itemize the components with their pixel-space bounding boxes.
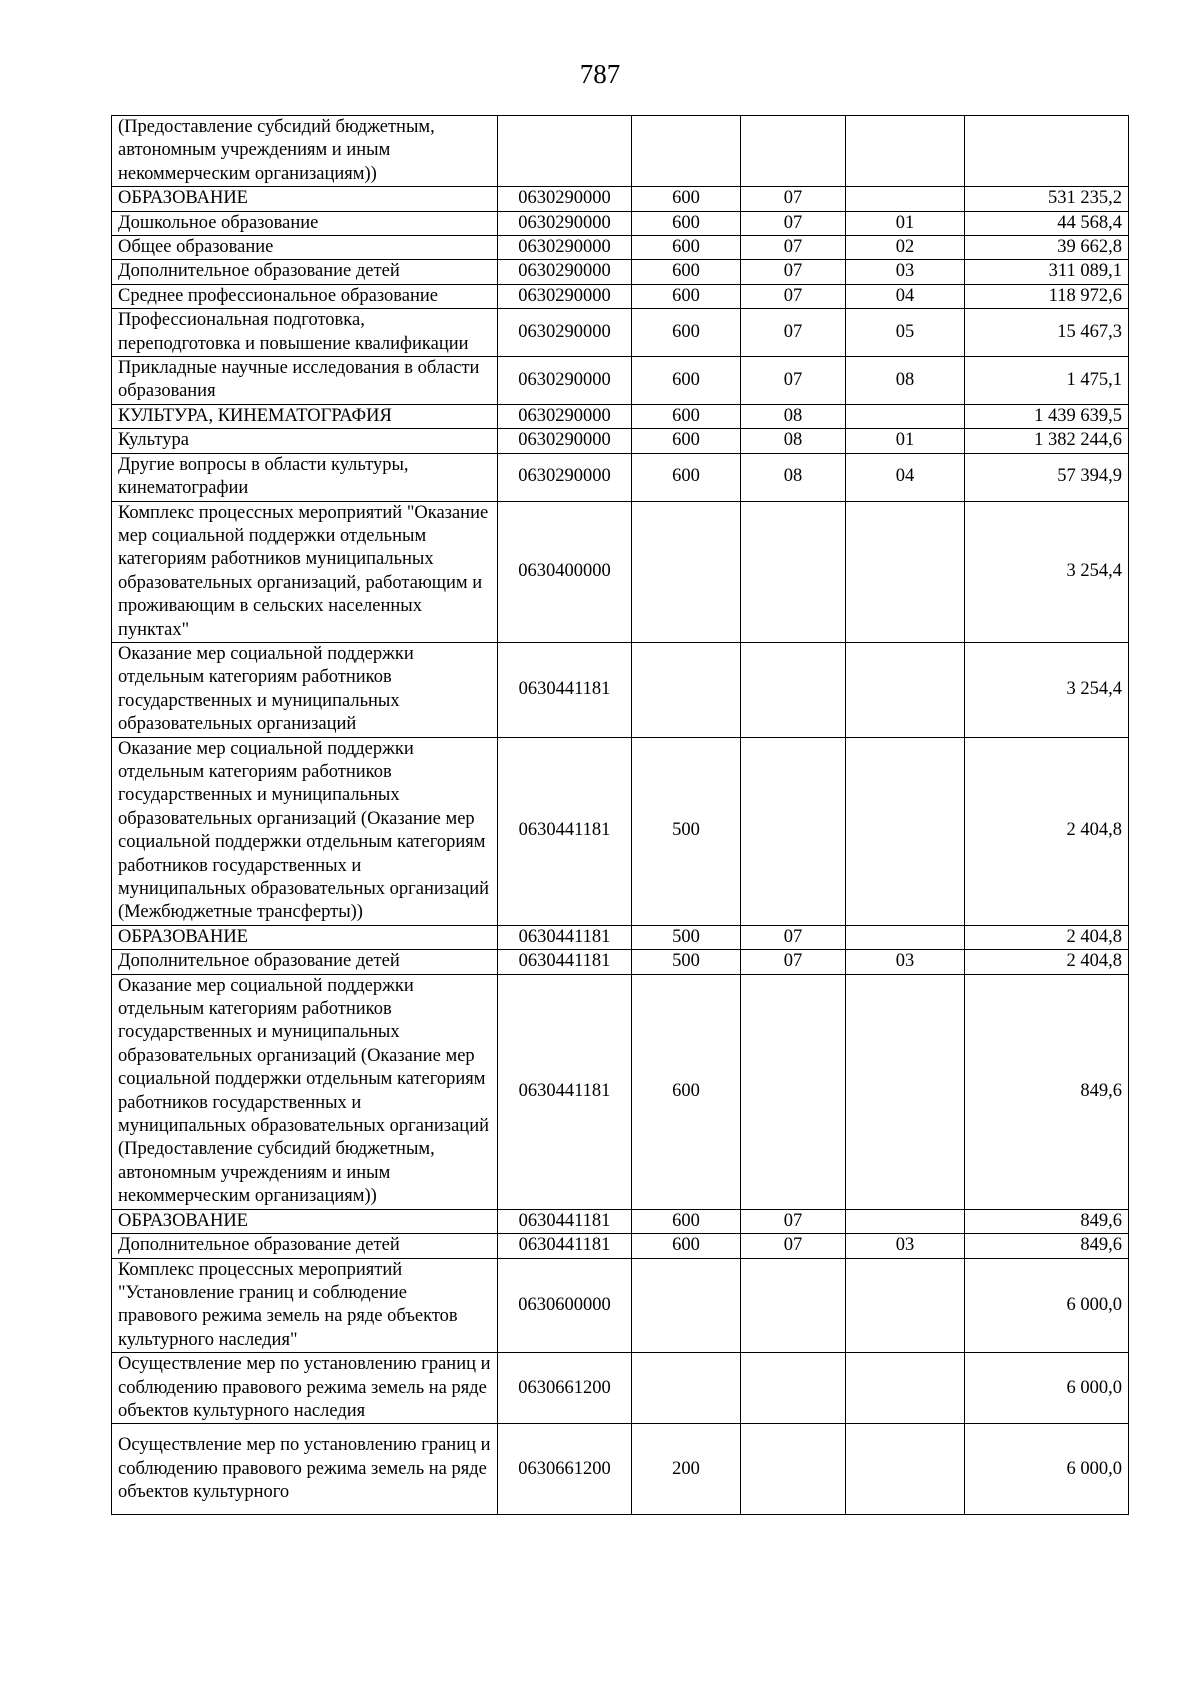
row-name: Осуществление мер по установлению границ и соблюдению правового режима земель на ряде объектов культурного наследия <box>112 1353 498 1424</box>
row-csr-code: 0630290000 <box>498 404 632 428</box>
table-row <box>112 357 1129 405</box>
row-name: Дошкольное образование <box>112 211 498 235</box>
table-row <box>112 1234 1129 1258</box>
row-amount: 2 404,8 <box>965 950 1129 974</box>
row-csr-code: 0630290000 <box>498 453 632 501</box>
row-subsection: 03 <box>846 260 965 284</box>
row-amount: 2 404,8 <box>965 925 1129 949</box>
table-row <box>112 236 1129 260</box>
row-csr-code: 0630441181 <box>498 950 632 974</box>
row-expense-type: 600 <box>632 187 741 211</box>
row-amount: 1 439 639,5 <box>965 404 1129 428</box>
row-expense-type: 600 <box>632 429 741 453</box>
row-subsection: 03 <box>846 950 965 974</box>
budget-table <box>111 115 1129 1515</box>
row-subsection: 05 <box>846 309 965 357</box>
row-amount: 6 000,0 <box>965 1353 1129 1424</box>
row-csr-code: 0630290000 <box>498 236 632 260</box>
row-csr-code: 0630441181 <box>498 925 632 949</box>
row-expense-type: 600 <box>632 1234 741 1258</box>
row-subsection: 04 <box>846 453 965 501</box>
row-subsection: 08 <box>846 357 965 405</box>
row-expense-type: 600 <box>632 211 741 235</box>
row-csr-code: 0630441181 <box>498 642 632 737</box>
row-name: (Предоставление субсидий бюджетным, автономным учреждениям и иным некоммерческим организациям)) <box>112 116 498 187</box>
row-expense-type: 200 <box>632 1424 741 1515</box>
row-csr-code: 0630661200 <box>498 1353 632 1424</box>
row-subsection: 01 <box>846 211 965 235</box>
row-amount: 849,6 <box>965 1209 1129 1233</box>
table-row <box>112 737 1129 925</box>
row-amount: 39 662,8 <box>965 236 1129 260</box>
row-csr-code: 0630290000 <box>498 211 632 235</box>
row-subsection <box>846 116 965 187</box>
row-expense-type: 600 <box>632 453 741 501</box>
row-section: 07 <box>741 357 846 405</box>
row-amount: 849,6 <box>965 1234 1129 1258</box>
table-row <box>112 429 1129 453</box>
row-amount: 57 394,9 <box>965 453 1129 501</box>
row-expense-type: 600 <box>632 236 741 260</box>
row-name: Оказание мер социальной поддержки отдельным категориям работников государственных и муниципальных образовательных организаций <box>112 642 498 737</box>
row-name: Среднее профессиональное образование <box>112 284 498 308</box>
row-section: 08 <box>741 453 846 501</box>
row-name: Прикладные научные исследования в области образования <box>112 357 498 405</box>
row-expense-type: 600 <box>632 1209 741 1233</box>
row-amount: 1 475,1 <box>965 357 1129 405</box>
row-amount: 6 000,0 <box>965 1258 1129 1353</box>
table-row <box>112 309 1129 357</box>
row-expense-type <box>632 642 741 737</box>
row-section: 07 <box>741 1209 846 1233</box>
table-row <box>112 453 1129 501</box>
row-csr-code: 0630441181 <box>498 1209 632 1233</box>
row-amount: 2 404,8 <box>965 737 1129 925</box>
row-csr-code <box>498 116 632 187</box>
row-subsection <box>846 925 965 949</box>
row-amount: 1 382 244,6 <box>965 429 1129 453</box>
row-csr-code: 0630290000 <box>498 187 632 211</box>
row-csr-code: 0630600000 <box>498 1258 632 1353</box>
row-section: 07 <box>741 309 846 357</box>
row-section: 07 <box>741 236 846 260</box>
row-subsection <box>846 737 965 925</box>
table-row <box>112 187 1129 211</box>
row-section <box>741 974 846 1209</box>
row-amount: 6 000,0 <box>965 1424 1129 1515</box>
row-section <box>741 1424 846 1515</box>
row-amount <box>965 116 1129 187</box>
row-section <box>741 1258 846 1353</box>
row-section <box>741 1353 846 1424</box>
row-amount: 118 972,6 <box>965 284 1129 308</box>
table-row <box>112 642 1129 737</box>
row-section: 07 <box>741 260 846 284</box>
row-expense-type: 500 <box>632 737 741 925</box>
row-subsection <box>846 642 965 737</box>
row-name: КУЛЬТУРА, КИНЕМАТОГРАФИЯ <box>112 404 498 428</box>
table-row <box>112 1424 1129 1515</box>
table-row <box>112 974 1129 1209</box>
row-csr-code: 0630290000 <box>498 429 632 453</box>
row-expense-type: 600 <box>632 404 741 428</box>
row-section: 07 <box>741 1234 846 1258</box>
table-row <box>112 950 1129 974</box>
row-name: Дополнительное образование детей <box>112 1234 498 1258</box>
row-expense-type <box>632 116 741 187</box>
row-subsection <box>846 1209 965 1233</box>
row-section: 08 <box>741 429 846 453</box>
table-row <box>112 211 1129 235</box>
row-csr-code: 0630290000 <box>498 284 632 308</box>
row-name: Оказание мер социальной поддержки отдельным категориям работников государственных и муниципальных образовательных организаций (Оказание мер социальной поддержки отдельным категориям работников государственных и муниципальных образовательных организаций (Предоставление субсидий бюджетным, автономным учреждениям и иным некоммерческим организациям)) <box>112 974 498 1209</box>
row-expense-type: 500 <box>632 925 741 949</box>
row-csr-code: 0630441181 <box>498 737 632 925</box>
row-section: 07 <box>741 950 846 974</box>
row-expense-type: 600 <box>632 260 741 284</box>
row-name: Другие вопросы в области культуры, кинематографии <box>112 453 498 501</box>
row-expense-type: 600 <box>632 284 741 308</box>
row-expense-type: 600 <box>632 357 741 405</box>
table-row <box>112 284 1129 308</box>
table-row <box>112 1353 1129 1424</box>
row-name: Профессиональная подготовка, переподготовка и повышение квалификации <box>112 309 498 357</box>
row-expense-type: 500 <box>632 950 741 974</box>
row-name: Дополнительное образование детей <box>112 950 498 974</box>
row-name: Комплекс процессных мероприятий "Оказание мер социальной поддержки отдельным категориям работников муниципальных образовательных организаций, работающим и проживающим в сельских населенных пунктах" <box>112 501 498 642</box>
table-row <box>112 925 1129 949</box>
row-section: 07 <box>741 284 846 308</box>
row-csr-code: 0630290000 <box>498 357 632 405</box>
row-amount: 849,6 <box>965 974 1129 1209</box>
row-amount: 3 254,4 <box>965 642 1129 737</box>
row-expense-type: 600 <box>632 974 741 1209</box>
row-subsection <box>846 974 965 1209</box>
row-name: Оказание мер социальной поддержки отдельным категориям работников государственных и муниципальных образовательных организаций (Оказание мер социальной поддержки отдельным категориям работников государственных и муниципальных образовательных организаций (Межбюджетные трансферты)) <box>112 737 498 925</box>
row-subsection: 01 <box>846 429 965 453</box>
row-name: Осуществление мер по установлению границ и соблюдению правового режима земель на ряде объектов культурного <box>112 1424 498 1515</box>
row-name: Комплекс процессных мероприятий "Установление границ и соблюдение правового режима земель на ряде объектов культурного наследия" <box>112 1258 498 1353</box>
row-csr-code: 0630290000 <box>498 260 632 284</box>
table-row <box>112 260 1129 284</box>
table-row <box>112 1258 1129 1353</box>
row-section <box>741 116 846 187</box>
row-section <box>741 501 846 642</box>
budget-table-body <box>112 116 1129 1515</box>
row-subsection: 02 <box>846 236 965 260</box>
row-expense-type <box>632 1258 741 1353</box>
row-name: ОБРАЗОВАНИЕ <box>112 187 498 211</box>
row-amount: 311 089,1 <box>965 260 1129 284</box>
page-number: 787 <box>579 59 621 89</box>
table-row <box>112 404 1129 428</box>
row-subsection: 03 <box>846 1234 965 1258</box>
row-expense-type <box>632 1353 741 1424</box>
row-name: Дополнительное образование детей <box>112 260 498 284</box>
row-subsection <box>846 187 965 211</box>
row-subsection <box>846 1258 965 1353</box>
row-csr-code: 0630441181 <box>498 1234 632 1258</box>
row-subsection <box>846 404 965 428</box>
row-csr-code: 0630290000 <box>498 309 632 357</box>
row-amount: 531 235,2 <box>965 187 1129 211</box>
row-section: 07 <box>741 187 846 211</box>
row-amount: 3 254,4 <box>965 501 1129 642</box>
row-subsection: 04 <box>846 284 965 308</box>
row-csr-code: 0630661200 <box>498 1424 632 1515</box>
row-amount: 15 467,3 <box>965 309 1129 357</box>
row-expense-type: 600 <box>632 309 741 357</box>
row-expense-type <box>632 501 741 642</box>
row-name: Культура <box>112 429 498 453</box>
table-row <box>112 116 1129 187</box>
row-name: Общее образование <box>112 236 498 260</box>
row-name: ОБРАЗОВАНИЕ <box>112 925 498 949</box>
table-row <box>112 501 1129 642</box>
row-section: 07 <box>741 211 846 235</box>
row-name: ОБРАЗОВАНИЕ <box>112 1209 498 1233</box>
row-amount: 44 568,4 <box>965 211 1129 235</box>
row-subsection <box>846 1424 965 1515</box>
row-section: 07 <box>741 925 846 949</box>
row-subsection <box>846 501 965 642</box>
row-section: 08 <box>741 404 846 428</box>
row-csr-code: 0630441181 <box>498 974 632 1209</box>
table-row <box>112 1209 1129 1233</box>
row-csr-code: 0630400000 <box>498 501 632 642</box>
row-section <box>741 642 846 737</box>
row-section <box>741 737 846 925</box>
row-subsection <box>846 1353 965 1424</box>
